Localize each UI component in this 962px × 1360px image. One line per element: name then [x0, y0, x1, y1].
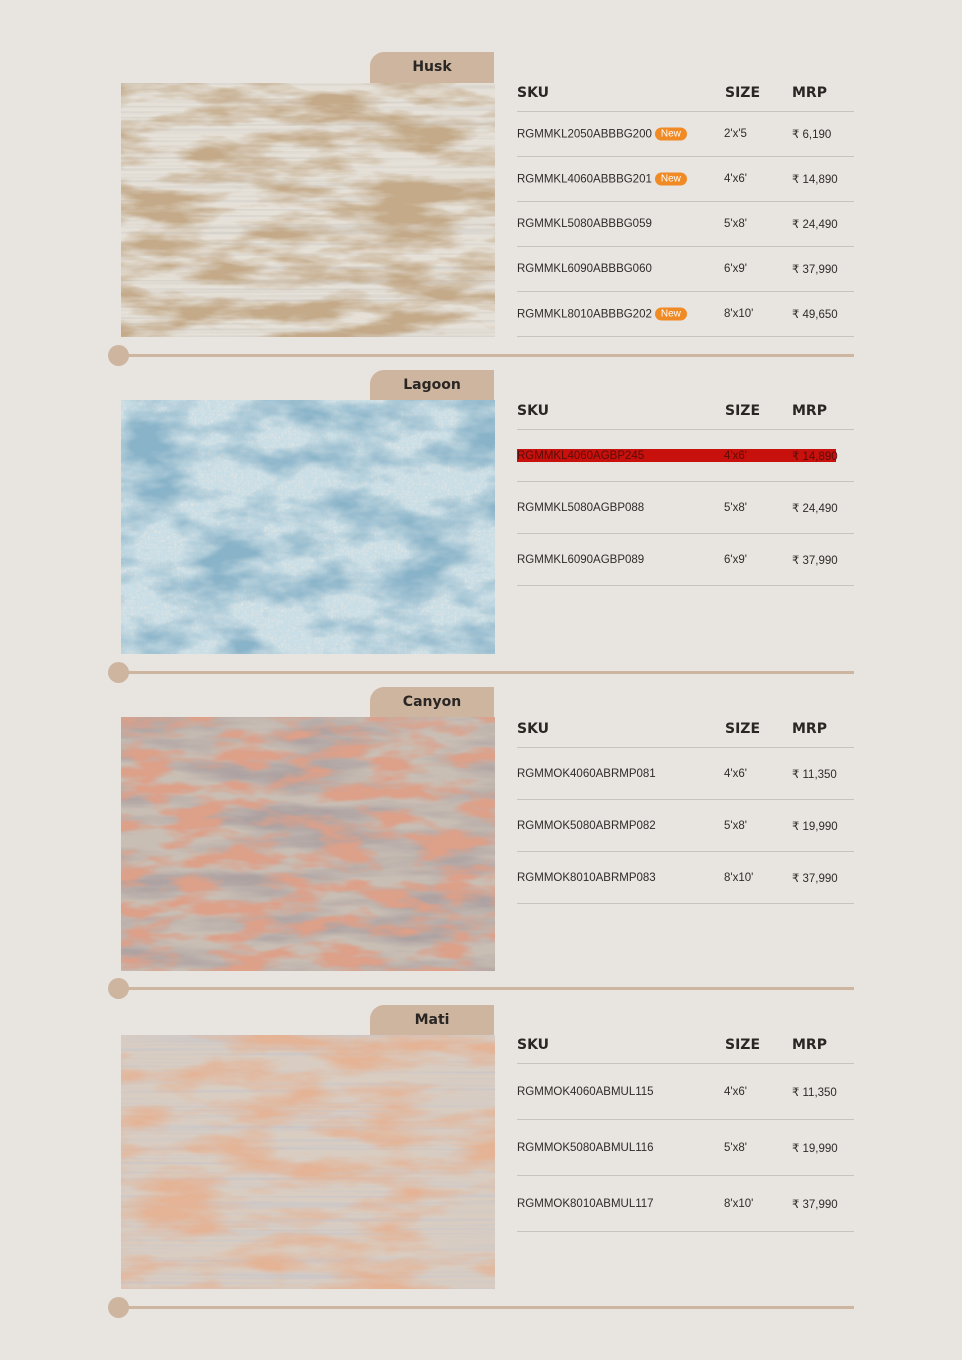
rug-image-mati [121, 1035, 495, 1289]
rug-image-lagoon [121, 400, 495, 654]
size-cell: 5'x8' [724, 1141, 747, 1154]
divider-dot [108, 345, 129, 366]
rug-image-husk [121, 83, 495, 337]
size-cell: 5'x8' [724, 819, 747, 832]
mrp-cell: ₹ 49,650 [792, 309, 838, 321]
product-name-tab: Mati [370, 1005, 494, 1036]
table-row-redacted [517, 430, 854, 482]
sku-cell: RGMMKL8010ABBBG202 New [517, 308, 687, 321]
table-header [517, 707, 854, 748]
section-divider [118, 1306, 854, 1309]
mrp-cell: ₹ 37,990 [792, 1198, 838, 1211]
sku-table-canyon [517, 707, 854, 904]
mrp-cell: ₹ 37,990 [792, 872, 838, 885]
sku-column-header: SKU [517, 403, 550, 419]
size-cell: 8'x10' [724, 871, 754, 884]
mrp-cell: ₹ 24,490 [792, 502, 838, 515]
sku-cell: RGMMKL2050ABBBG200 New [517, 128, 687, 141]
product-name-tab: Lagoon [370, 370, 494, 401]
mrp-cell: ₹ 11,350 [792, 1086, 837, 1099]
sku-column-header: SKU [517, 85, 550, 101]
divider-dot [108, 1297, 129, 1318]
sku-cell: RGMMKL6090AGBP089 [517, 553, 645, 566]
mrp-column-header: MRP [792, 721, 827, 737]
new-badge: New [655, 128, 687, 141]
size-cell: 5'x8' [724, 501, 747, 514]
sku-table-husk [517, 71, 854, 337]
mrp-column-header: MRP [792, 1037, 827, 1053]
size-cell: 8'x10' [724, 1197, 754, 1210]
table-row [517, 202, 854, 247]
table-row [517, 247, 854, 292]
sku-cell: RGMMKL4060AGBP245 [517, 449, 645, 462]
size-cell: 8'x10' [724, 308, 754, 320]
sku-table-mati [517, 1023, 854, 1232]
product-name-tab: Canyon [370, 687, 494, 718]
sku-table-lagoon [517, 389, 854, 586]
new-badge: New [655, 308, 687, 321]
size-cell: 4'x6' [724, 767, 747, 780]
table-header [517, 1023, 854, 1064]
size-column-header: SIZE [725, 1037, 761, 1053]
size-cell: 2'x'5 [724, 128, 747, 140]
table-row [517, 1120, 854, 1176]
size-cell: 4'x6' [724, 449, 747, 462]
mrp-cell: ₹ 11,350 [792, 768, 837, 781]
section-divider [118, 987, 854, 990]
section-divider [118, 671, 854, 674]
sku-cell: RGMMOK4060ABMUL115 [517, 1085, 654, 1098]
size-cell: 5'x8' [724, 218, 747, 230]
sku-cell: RGMMOK8010ABMUL117 [517, 1197, 654, 1210]
rug-image-canyon [121, 717, 495, 971]
sku-cell: RGMMKL5080AGBP088 [517, 501, 645, 514]
sku-cell: RGMMKL4060ABBBG201 New [517, 173, 687, 186]
divider-dot [108, 662, 129, 683]
sku-cell: RGMMKL5080ABBBG059 [517, 218, 652, 230]
mrp-cell: ₹ 14,890 [792, 450, 838, 463]
sku-column-header: SKU [517, 1037, 550, 1053]
table-row [517, 852, 854, 904]
section-divider [118, 354, 854, 357]
new-badge: New [655, 173, 687, 186]
table-row [517, 1176, 854, 1232]
sku-cell: RGMMKL6090ABBBG060 [517, 263, 652, 275]
size-cell: 6'x9' [724, 553, 747, 566]
size-column-header: SIZE [725, 403, 761, 419]
sku-cell: RGMMOK4060ABRMP081 [517, 767, 656, 780]
table-row [517, 112, 854, 157]
mrp-cell: ₹ 6,190 [792, 129, 832, 141]
table-row [517, 157, 854, 202]
product-name-tab: Husk [370, 52, 494, 83]
table-header [517, 71, 854, 112]
table-header [517, 389, 854, 430]
sku-column-header: SKU [517, 721, 550, 737]
table-row [517, 800, 854, 852]
mrp-column-header: MRP [792, 85, 827, 101]
mrp-cell: ₹ 19,990 [792, 820, 838, 833]
mrp-cell: ₹ 19,990 [792, 1142, 838, 1155]
table-row [517, 292, 854, 337]
sku-cell: RGMMOK5080ABMUL116 [517, 1141, 654, 1154]
size-cell: 4'x6' [724, 173, 747, 185]
mrp-cell: ₹ 37,990 [792, 264, 838, 276]
table-row [517, 748, 854, 800]
table-row [517, 482, 854, 534]
size-cell: 6'x9' [724, 263, 747, 275]
mrp-cell: ₹ 37,990 [792, 554, 838, 567]
size-column-header: SIZE [725, 721, 761, 737]
mrp-cell: ₹ 24,490 [792, 219, 838, 231]
sku-cell: RGMMOK8010ABRMP083 [517, 871, 656, 884]
size-cell: 4'x6' [724, 1085, 747, 1098]
size-column-header: SIZE [725, 85, 761, 101]
mrp-column-header: MRP [792, 403, 827, 419]
sku-cell: RGMMOK5080ABRMP082 [517, 819, 656, 832]
table-row [517, 1064, 854, 1120]
table-row [517, 534, 854, 586]
mrp-cell: ₹ 14,890 [792, 174, 838, 186]
divider-dot [108, 978, 129, 999]
